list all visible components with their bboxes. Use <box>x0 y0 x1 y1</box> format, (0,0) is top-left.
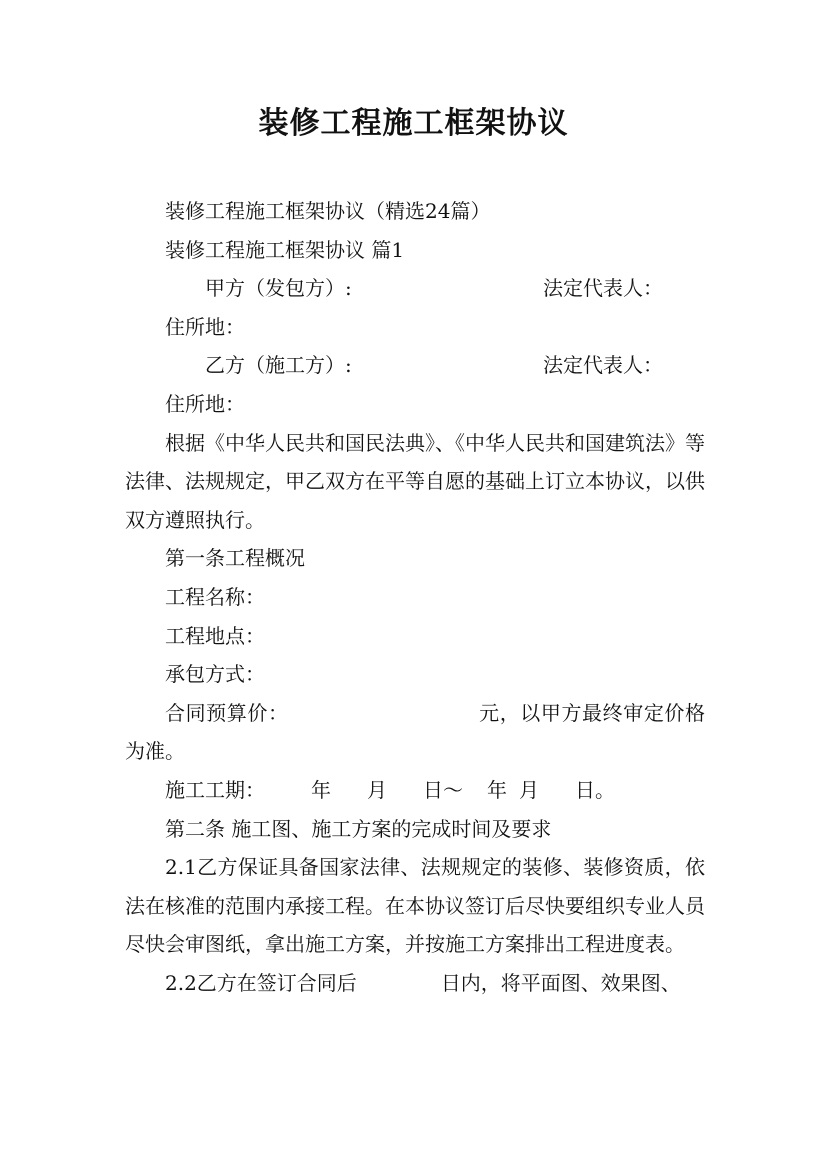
clause-2-2 <box>125 964 705 1003</box>
clause-2-1: 2.1乙方保证具备国家法律、法规规定的装修、装修资质，依法在核准的范围内承接工程。在本协议签订后尽快要组织专业人员尽快会审图纸，拿出施工方案，并按施工方案排出工程进度表。 <box>125 855 705 957</box>
party-b-label: 乙方（施工方）: <box>205 353 352 378</box>
party-a-line <box>125 269 705 308</box>
party-b-line <box>125 346 705 385</box>
party-a-label: 甲方（发包方）: <box>205 276 352 301</box>
period-day-2: 日。 <box>575 777 615 802</box>
period-year-1: 年 <box>311 777 331 802</box>
party-a-rep-label: 法定代表人： <box>543 276 663 301</box>
subtitle-line: 装修工程施工框架协议（精选24篇） <box>165 199 491 223</box>
project-name-line: 工程名称： <box>165 584 265 609</box>
clause-2-2-end: 日内，将平面图、效果图、 <box>440 970 681 995</box>
period-year-2: 年 <box>487 777 507 802</box>
preamble-paragraph: 根据《中华人民共和国民法典》、《中华人民共和国建筑法》等法律、法规规定，甲乙双方在平等自愿的基础上订立本协议，以供双方遵照执行。 <box>125 430 705 532</box>
document-title: 装修工程施工框架协议 <box>258 106 569 141</box>
period-month-2: 月 <box>519 777 539 802</box>
budget-paragraph <box>125 694 705 771</box>
period-line <box>125 771 705 810</box>
period-label: 施工工期： <box>165 777 265 802</box>
budget-label: 合同预算价： <box>165 700 289 725</box>
address-b-line: 住所地： <box>165 391 245 416</box>
period-month-1: 月 <box>367 777 387 802</box>
article-2-heading: 第二条 施工图、施工方案的完成时间及要求 <box>165 816 552 841</box>
period-day-1: 日～ <box>423 777 463 802</box>
section-heading: 装修工程施工框架协议 篇1 <box>165 237 405 262</box>
article-1-heading: 第一条工程概况 <box>165 546 305 571</box>
clause-2-2-start: 2.2乙方在签订合同后 <box>165 970 357 995</box>
budget-rest: 元，以甲方最终审定价格为准。 <box>125 700 706 764</box>
address-a-line: 住所地： <box>165 314 245 339</box>
party-b-rep-label: 法定代表人： <box>543 353 663 378</box>
contract-mode-line: 承包方式： <box>165 662 265 687</box>
document-body <box>125 192 705 1002</box>
project-location-line: 工程地点： <box>165 623 265 648</box>
